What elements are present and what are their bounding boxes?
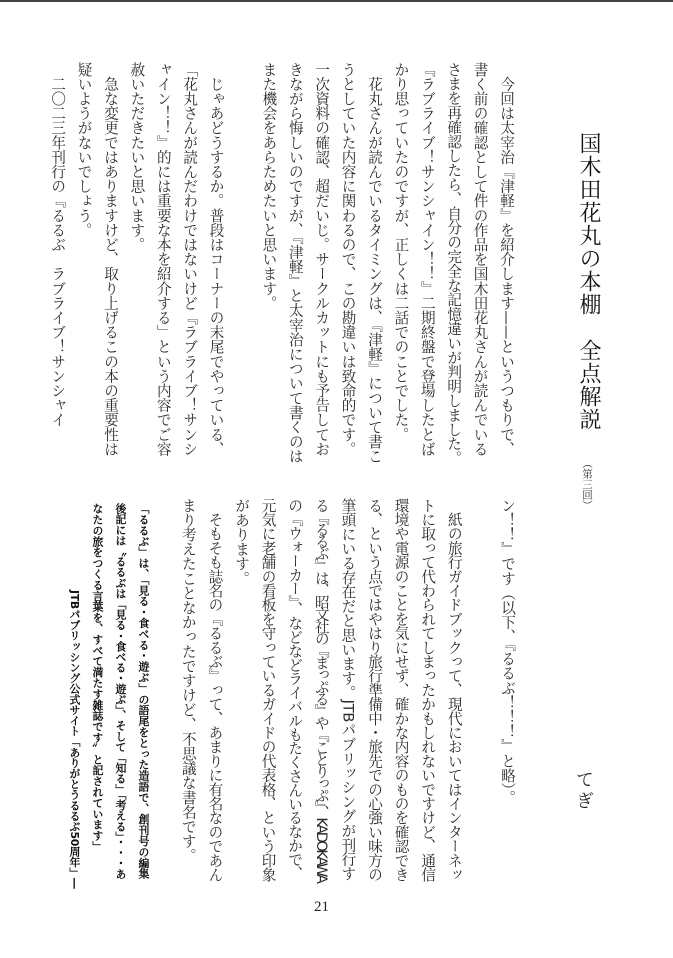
text-column: 一次資料の確認、超だいじ。サークルカットにも予告してお <box>313 62 331 457</box>
citation-source: JTBパブリッシング公式サイト「ありがとうるるぶ50周年」― <box>68 590 81 889</box>
text-column: じゃあどうするか。普段はコーナーの末尾でやっている、 <box>207 62 225 457</box>
author-name: てぎ <box>573 770 594 812</box>
text-column: 急な変更ではありますけど、取り上げるこの本の重要性は <box>102 62 119 457</box>
article-title: 国木田花丸の本棚 全点解説 <box>576 132 601 431</box>
text-column: 赦いただきたいと思います。 <box>128 62 146 252</box>
text-column: トに取って代わられてしまったかもしれないですけど、通信 <box>419 498 437 882</box>
text-column: かり思っていたのですが、正しくは二話でのことでした。 <box>392 62 410 442</box>
text-column: ャイン！！』的には重要な本を紹介する」という内容でご容 <box>154 62 172 457</box>
text-column: 筆頭にいる存在だと思います。JTBパブリッシングが刊行す <box>339 498 357 881</box>
issue-label: （第三回） <box>581 458 593 511</box>
note-column: 「るるぶ」は、「見る・食べる・遊ぶ」の語尾をとった造語で、創刊号の編集 <box>137 503 150 880</box>
text-column: まり考えたことなかったですけど、不思議な書名です。 <box>179 498 197 863</box>
text-column: があります。 <box>233 498 250 586</box>
text-column: さまを再確認したら、自分の完全な記憶違いが判明しました。 <box>445 62 463 466</box>
text-column: る『るるぶ』は、昭文社の『まっぷる』や『ことりっぷ』、KADOKAWA <box>312 498 330 882</box>
text-column: 紙の旅行ガイドブックって、現代においてはインターネッ <box>445 498 463 882</box>
text-column: きながら悔しいのですが、『津軽』と太宰治について書くのは <box>286 62 304 464</box>
text-column: また機会をあらためたいと思います。 <box>260 62 278 311</box>
page-number: 21 <box>314 899 329 915</box>
text-column: 疑いようがないでしょう。 <box>75 62 93 238</box>
text-column: 「花丸さんが読んだわけではないけど『ラブライブ！サンシ <box>181 62 199 457</box>
text-column: 環境や電源のことを気にせず、確かな内容のものを確認でき <box>392 498 410 882</box>
text-column: うとしていた内容に関わるので、この勘違いは致命的です。 <box>339 62 357 457</box>
text-column: ン！！』です（以下、『るるぶ！！！』と略）。 <box>499 498 516 805</box>
text-column: 書く前の確認として件の作品を国木田花丸さんが読んでいる <box>471 62 489 457</box>
text-column: 今回は太宰治『津軽』を紹介します——というつもりで、 <box>498 62 515 457</box>
note-column: 後記には〝るるぶは「見る・食べる・遊ぶ」、そして「知る」「考える」・・・あ <box>114 503 127 879</box>
text-column: そもそも誌名の『るるぶ』って、あまりに有名なのであん <box>206 498 224 882</box>
note-column: なたの旅をつくる言葉を、すべて満たす雑誌です〟と記されています」 <box>91 503 104 852</box>
text-column: 元気に老舗の看板を守っているガイドの代表格、という印象 <box>259 498 277 882</box>
text-column: 二〇二三年刊行の『るるぶ ラブライブ！サンシャイ <box>49 62 67 427</box>
page-top-border <box>0 0 673 2</box>
text-column: る、という点ではやはり旅行準備中・旅先での心強い味方の <box>366 498 383 882</box>
text-column: 花丸さんが読んでいるタイミングは、『津軽』について書こ <box>366 62 383 464</box>
text-column: 『ラブライブ！サンシャイン！！』二期終盤で登場したとば <box>418 62 436 457</box>
text-column: の『ウォーカー』、などなどライバルもたくさんいるなかで、 <box>286 498 304 880</box>
